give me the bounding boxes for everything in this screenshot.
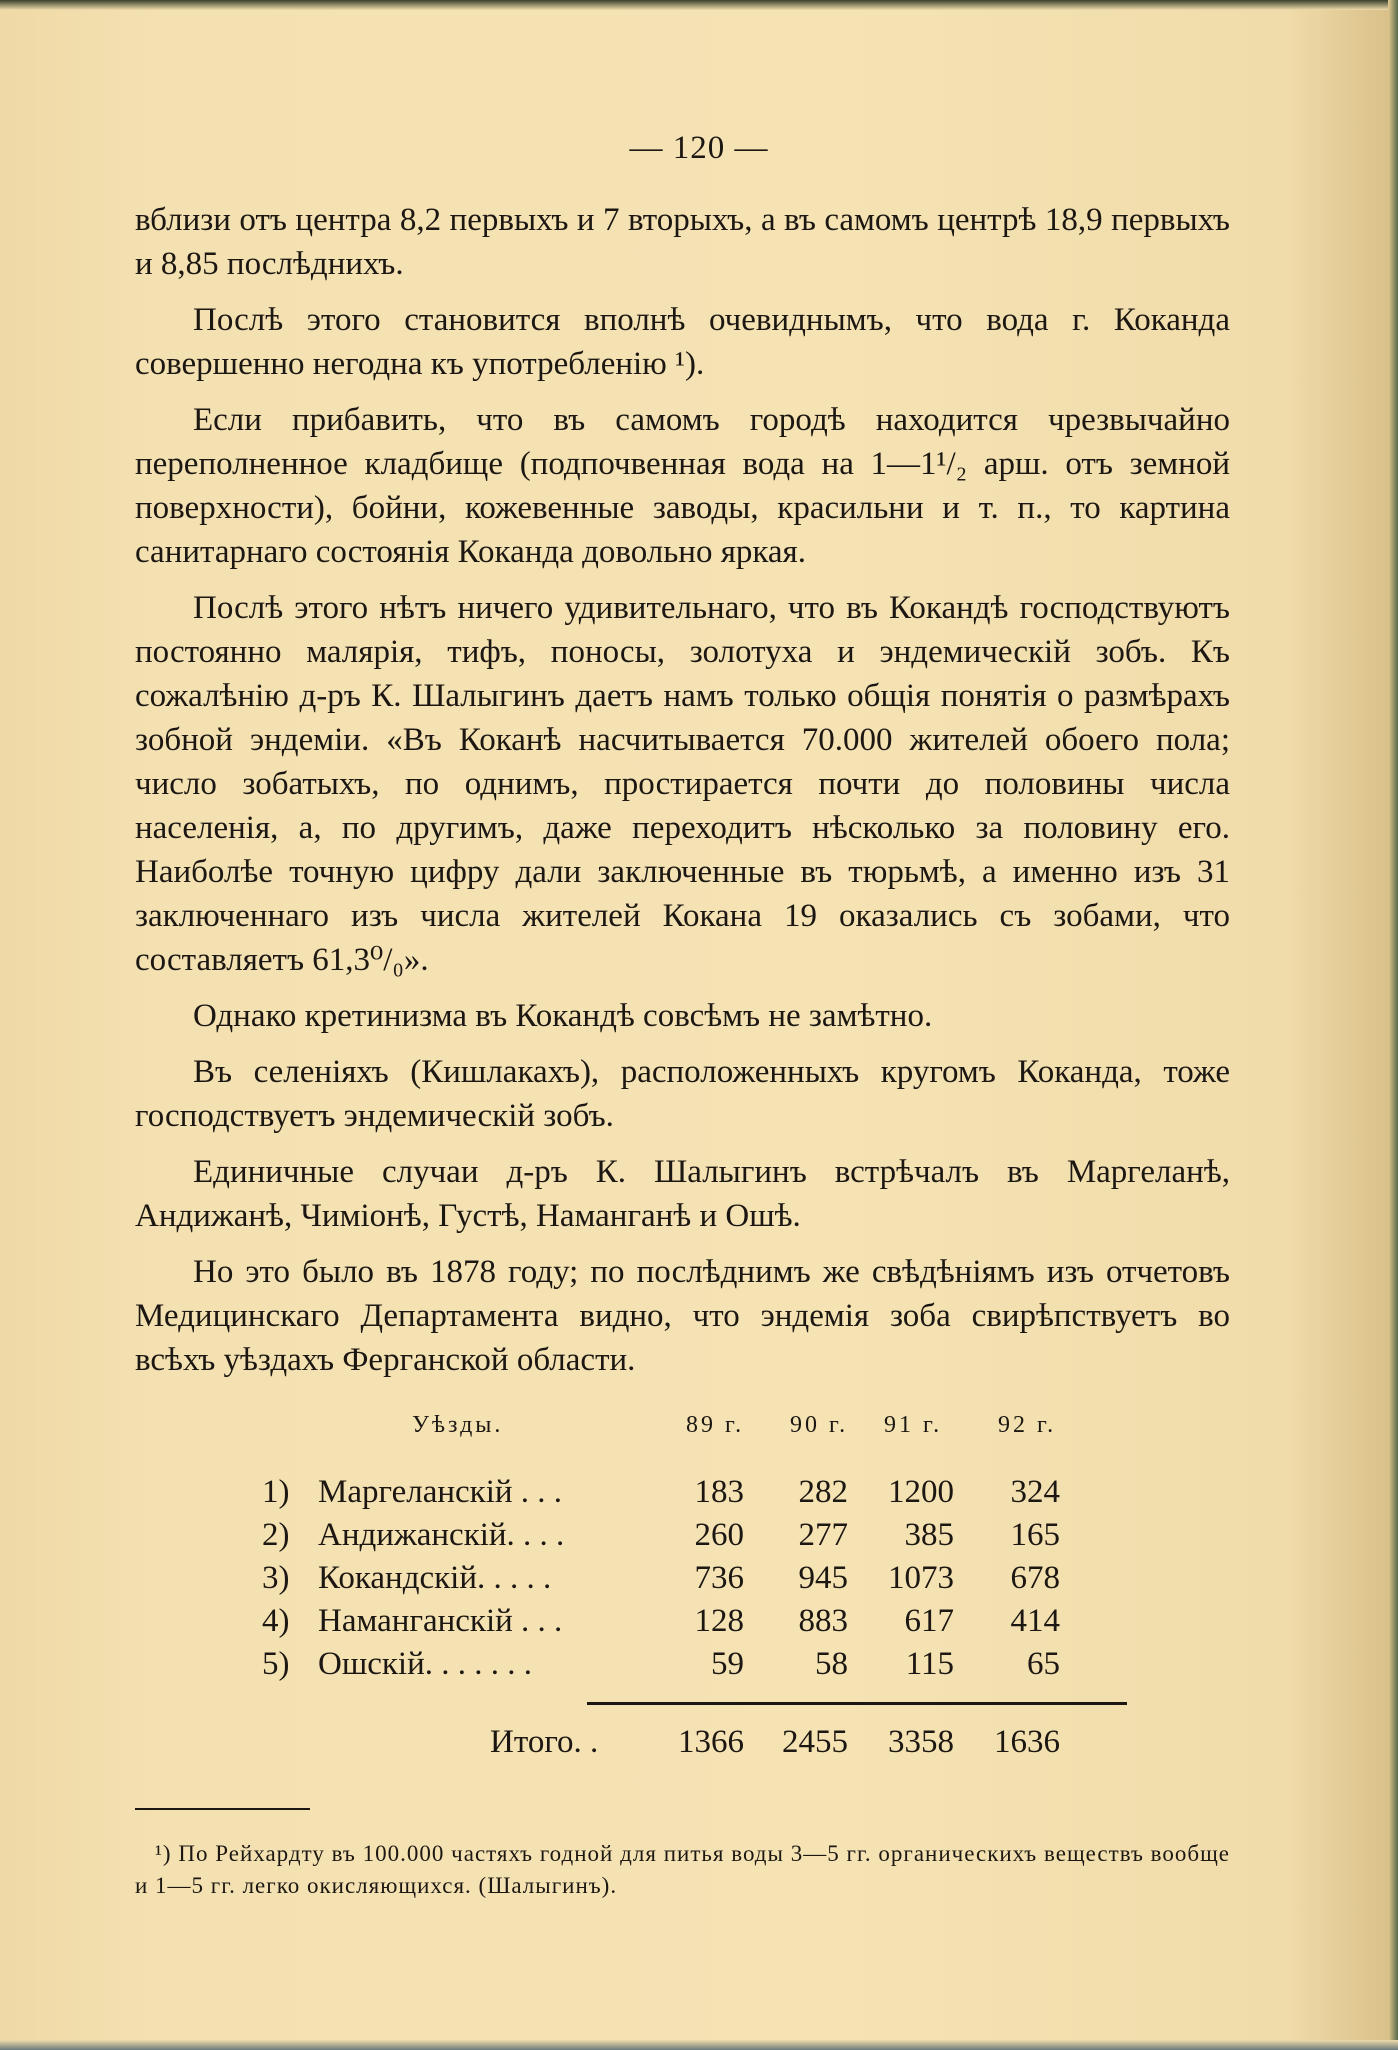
footnote bbox=[135, 1838, 1230, 1902]
district-name: Наманганскій . . . bbox=[318, 1603, 563, 1639]
table-row bbox=[0, 1560, 1398, 1604]
paragraph: Въ селеніяхъ (Кишлакахъ), расположенныхъ кругомъ Коканда, тоже господствуетъ эндемическій зобъ. bbox=[135, 1054, 1230, 1134]
value-89: 260 bbox=[694, 1517, 744, 1553]
total-rule bbox=[587, 1702, 1127, 1705]
value-91: 115 bbox=[905, 1646, 954, 1682]
header-year-92: 92 г. bbox=[998, 1412, 1057, 1438]
paragraph: Однако кретинизма въ Кокандѣ совсѣмъ не замѣтно. bbox=[193, 998, 933, 1034]
total-89: 1366 bbox=[678, 1724, 744, 1760]
row-number: 3) bbox=[262, 1560, 290, 1596]
table-row bbox=[0, 1474, 1398, 1518]
value-92: 65 bbox=[1027, 1646, 1060, 1682]
header-year-91: 91 г. bbox=[884, 1412, 943, 1438]
page-number: — 120 — bbox=[629, 130, 769, 166]
total-91: 3358 bbox=[888, 1724, 954, 1760]
total-92: 1636 bbox=[994, 1724, 1060, 1760]
total-90: 2455 bbox=[782, 1724, 848, 1760]
table-total-row bbox=[0, 1724, 1398, 1768]
table-row bbox=[0, 1646, 1398, 1690]
district-name: Маргеланскій . . . bbox=[318, 1474, 563, 1510]
paragraph: Но это было въ 1878 году; по послѣднимъ же свѣдѣніямъ изъ отчетовъ Медицинскаго Департамента видно, что эндемія зоба свирѣпствуетъ во всѣхъ уѣздахъ Ферганской области. bbox=[135, 1254, 1230, 1378]
value-91: 385 bbox=[904, 1517, 954, 1553]
goiter-table bbox=[0, 1412, 1398, 1792]
page-bottom-edge bbox=[0, 2040, 1398, 2050]
row-number: 1) bbox=[262, 1474, 290, 1510]
paragraph: Послѣ этого становится вполнѣ очевиднымъ, что вода г. Коканда совершенно негодна къ употребленію ¹). bbox=[135, 302, 1230, 382]
paragraph: Если прибавить, что въ самомъ городѣ находится чрезвычайно переполненное кладбище (подпочвенная вода на 1—1¹/₂ арш. отъ земной поверхности), бойни, кожевенные заводы, красильни и т. п., то картина санитарнаго состоянія Коканда довольно яркая. bbox=[135, 402, 1230, 570]
table-row bbox=[0, 1517, 1398, 1561]
value-89: 128 bbox=[694, 1603, 744, 1639]
district-name: Андижанскій. . . . bbox=[318, 1517, 565, 1553]
value-90: 282 bbox=[798, 1474, 848, 1510]
value-91: 1073 bbox=[888, 1560, 954, 1596]
header-district: Уѣзды. bbox=[412, 1412, 504, 1438]
row-number: 2) bbox=[262, 1517, 290, 1553]
value-90: 945 bbox=[798, 1560, 848, 1596]
value-89: 59 bbox=[711, 1646, 744, 1682]
value-90: 277 bbox=[798, 1517, 848, 1553]
value-92: 414 bbox=[1010, 1603, 1060, 1639]
paragraph: Единичные случаи д-ръ К. Шалыгинъ встрѣчалъ въ Маргеланѣ, Андижанѣ, Чиміонѣ, Густѣ, Наманганѣ и Ошѣ. bbox=[135, 1154, 1230, 1234]
table-header-row bbox=[0, 1412, 1398, 1456]
value-91: 617 bbox=[904, 1603, 954, 1639]
row-number: 5) bbox=[262, 1646, 290, 1682]
total-label: Итого. . bbox=[490, 1724, 599, 1760]
header-year-90: 90 г. bbox=[790, 1412, 849, 1438]
district-name: Кокандскій. . . . . bbox=[318, 1560, 552, 1596]
value-89: 736 bbox=[694, 1560, 744, 1596]
page-top-edge bbox=[0, 0, 1398, 10]
value-91: 1200 bbox=[888, 1474, 954, 1510]
paragraph: вблизи отъ центра 8,2 первыхъ и 7 вторыхъ, а въ самомъ центрѣ 18,9 первыхъ и 8,85 послѣднихъ. bbox=[135, 202, 1230, 282]
value-90: 58 bbox=[815, 1646, 848, 1682]
row-number: 4) bbox=[262, 1603, 290, 1639]
value-92: 324 bbox=[1010, 1474, 1060, 1510]
table-row bbox=[0, 1603, 1398, 1647]
value-92: 678 bbox=[1010, 1560, 1060, 1596]
header-year-89: 89 г. bbox=[686, 1412, 745, 1438]
paragraph: Послѣ этого нѣтъ ничего удивительнаго, что въ Кокандѣ господствуютъ постоянно малярія, тифъ, поносы, золотуха и эндемическій зобъ. Къ сожалѣнію д-ръ К. Шалыгинъ даетъ намъ только общія понятія о размѣрахъ зобной эндеміи. «Въ Коканѣ насчитывается 70.000 жителей обоего пола; число зобатыхъ, по однимъ, простирается почти до половины числа населенія, а, по другимъ, даже переходитъ нѣсколько за половину его. Наиболѣе точную цифру дали заключенные въ тюрьмѣ, а именно изъ 31 заключеннаго изъ числа жителей Кокана 19 оказались съ зобами, что составляетъ 61,3⁰/₀». bbox=[135, 590, 1230, 978]
value-92: 165 bbox=[1010, 1517, 1060, 1553]
footnote-rule bbox=[135, 1808, 310, 1810]
district-name: Ошскій. . . . . . . bbox=[318, 1646, 533, 1682]
value-89: 183 bbox=[694, 1474, 744, 1510]
footnote-text: ¹) По Рейхардту въ 100.000 частяхъ годной для питья воды 3—5 гг. органическихъ веществъ вообще и 1—5 гг. легко окисляющихся. (Шалыгинъ). bbox=[135, 1841, 1230, 1898]
value-90: 883 bbox=[798, 1603, 848, 1639]
main-text bbox=[135, 198, 1230, 1394]
